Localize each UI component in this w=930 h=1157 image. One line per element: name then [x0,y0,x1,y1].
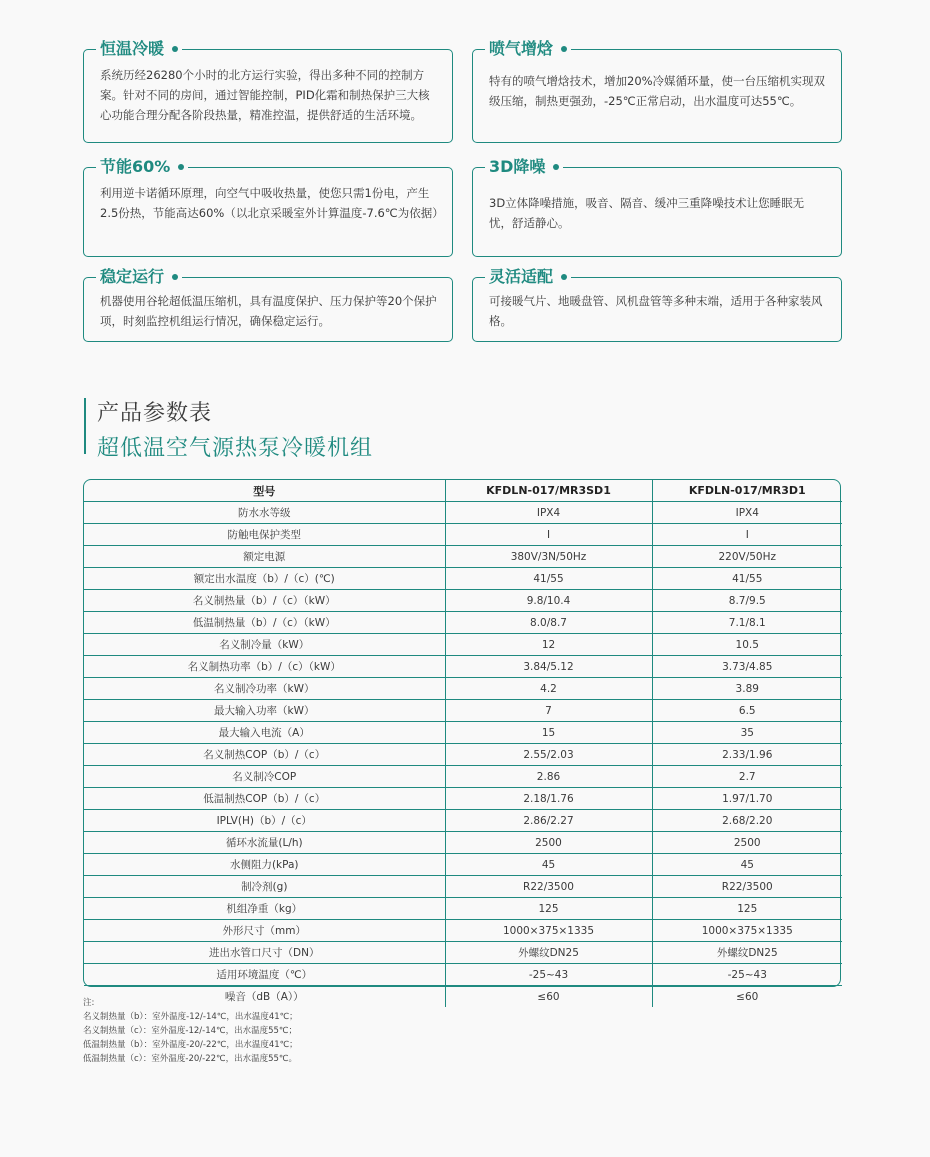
title-dot-icon [172,274,178,280]
spec-value-cell: 1.97/1.70 [652,788,842,810]
table-row [84,744,842,766]
spec-value-cell: R22/3500 [652,876,842,898]
spec-value-cell: 41/55 [652,568,842,590]
table-row [84,612,842,634]
spec-label-cell: 外形尺寸（mm） [84,920,445,942]
spec-value-cell: Ⅰ [652,524,842,546]
spec-value-cell: 3.89 [652,678,842,700]
spec-label-cell: 名义制冷COP [84,766,445,788]
column-header-model-a: KFDLN-017/MR3SD1 [445,480,652,502]
section-subtitle: 超低温空气源热泵冷暖机组 [97,436,374,461]
title-dot-icon [178,164,184,170]
spec-value-cell: 1000×375×1335 [652,920,842,942]
note-line: 低温制热量（b）：室外温度-20/-22℃，出水温度41℃； [83,1040,298,1050]
spec-value-cell: 10.5 [652,634,842,656]
spec-label-cell: 适用环境温度（℃） [84,964,445,986]
feature-description: 3D立体降噪措施，吸音、隔音、缓冲三重降噪技术让您睡眠无忧，舒适静心。 [489,196,805,230]
feature-card-flexible-fit [472,267,842,342]
table-row [84,788,842,810]
spec-value-cell: 8.0/8.7 [445,612,652,634]
title-dot-icon [172,46,178,52]
table-row [84,854,842,876]
spec-value-cell: IPX4 [445,502,652,524]
spec-value-cell: 2.33/1.96 [652,744,842,766]
spec-value-cell: R22/3500 [445,876,652,898]
note-line: 注: [83,998,95,1008]
spec-value-cell: 2500 [652,832,842,854]
feature-title: 稳定运行 [100,267,165,286]
spec-value-cell: Ⅰ [445,524,652,546]
note-line: 名义制热量（c）：室外温度-12/-14℃，出水温度55℃； [83,1026,297,1036]
spec-label-cell: 低温制热COP（b）/（c） [84,788,445,810]
feature-description: 可接暖气片、地暖盘管、风机盘管等多种末端，适用于各种家装风格。 [489,294,823,328]
note-line: 名义制热量（b）：室外温度-12/-14℃，出水温度41℃； [83,1012,298,1022]
spec-value-cell: -25~43 [445,964,652,986]
table-header-row [84,480,842,502]
title-dot-icon [561,46,567,52]
table-row [84,524,842,546]
spec-value-cell: 8.7/9.5 [652,590,842,612]
feature-card-3d-noise [472,157,842,257]
table-row [84,766,842,788]
table-row [84,920,842,942]
spec-value-cell: 3.84/5.12 [445,656,652,678]
feature-card-stable-operation [83,267,453,342]
spec-value-cell: 2.55/2.03 [445,744,652,766]
spec-value-cell: ≤60 [445,986,652,1008]
spec-label-cell: 额定电源 [84,546,445,568]
spec-value-cell: 380V/3N/50Hz [445,546,652,568]
table-row [84,898,842,920]
spec-label-cell: 名义制热COP（b）/（c） [84,744,445,766]
spec-value-cell: 7.1/8.1 [652,612,842,634]
spec-value-cell: 4.2 [445,678,652,700]
spec-table [83,479,841,1003]
feature-card-energy-saving [83,157,453,257]
table-row [84,810,842,832]
spec-label-cell: 最大输入功率（kW） [84,700,445,722]
table-row [84,678,842,700]
spec-value-cell: 2.18/1.76 [445,788,652,810]
spec-value-cell: 220V/50Hz [652,546,842,568]
spec-value-cell: 35 [652,722,842,744]
section-accent-bar [84,398,86,454]
table-row [84,502,842,524]
spec-label-cell: 额定出水温度（b）/（c）(℃) [84,568,445,590]
feature-description: 系统历经26280个小时的北方运行实验，得出多种不同的控制方案。针对不同的房间，通过智能控制，PID化霜和制热保护三大核心功能合理分配各阶段热量，精准控温，提供舒适的生活环境。 [100,68,430,122]
spec-value-cell: 2.68/2.20 [652,810,842,832]
spec-value-cell: 41/55 [445,568,652,590]
feature-card-vapor-injection [472,39,842,143]
table-row [84,590,842,612]
table-row [84,942,842,964]
note-line: 低温制热量（c）：室外温度-20/-22℃，出水温度55℃。 [83,1054,297,1064]
spec-value-cell: 45 [652,854,842,876]
spec-label-cell: 名义制冷量（kW） [84,634,445,656]
spec-value-cell: 12 [445,634,652,656]
title-dot-icon [553,164,559,170]
spec-value-cell: 9.8/10.4 [445,590,652,612]
table-row [84,568,842,590]
table-row [84,876,842,898]
feature-description: 机器使用谷轮超低温压缩机，具有温度保护、压力保护等20个保护项，时刻监控机组运行情况，确保稳定运行。 [100,294,437,328]
feature-title: 节能60% [100,157,171,176]
title-dot-icon [561,274,567,280]
table-row [84,832,842,854]
spec-label-cell: 名义制冷功率（kW） [84,678,445,700]
spec-label-cell: 水侧阻力(kPa) [84,854,445,876]
spec-value-cell: 2500 [445,832,652,854]
spec-value-cell: 3.73/4.85 [652,656,842,678]
spec-value-cell: -25~43 [652,964,842,986]
spec-value-cell: 45 [445,854,652,876]
feature-description: 利用逆卡诺循环原理，向空气中吸收热量，使您只需1份电，产生2.5份热，节能高达60%（以北京采暖室外计算温度-7.6℃为依据） [100,186,444,220]
feature-title: 3D降噪 [489,157,546,176]
spec-value-cell: ≤60 [736,990,759,1003]
table-row [84,964,842,986]
table-row [84,722,842,744]
column-header-model: 型号 [84,480,445,502]
spec-label-cell: 制冷剂(g) [84,876,445,898]
spec-value-cell: 2.86 [445,766,652,788]
spec-label-cell: 噪音（dB（A）） [84,986,445,1008]
feature-title: 喷气增焓 [489,39,554,58]
spec-label-cell: 循环水流量(L/h) [84,832,445,854]
spec-label-cell: 防触电保护类型 [84,524,445,546]
feature-description: 特有的喷气增焓技术，增加20%冷媒循环量，使一台压缩机实现双级压缩，制热更强劲，-25℃正常启动，出水温度可达55℃。 [489,74,826,108]
spec-value-cell: 外螺纹DN25 [652,942,842,964]
spec-value-cell: 7 [445,700,652,722]
table-row [84,546,842,568]
table-row [84,634,842,656]
spec-value-cell: 6.5 [652,700,842,722]
spec-value-cell: 2.86/2.27 [445,810,652,832]
spec-label-cell: IPLV(H)（b）/（c） [84,810,445,832]
feature-title: 灵活适配 [489,267,554,286]
spec-value-cell: 125 [445,898,652,920]
spec-value-cell: 125 [652,898,842,920]
spec-label-cell: 机组净重（kg） [84,898,445,920]
feature-card-constant-temp [83,39,453,143]
spec-label-cell: 名义制热功率（b）/（c）（kW） [84,656,445,678]
table-row [84,656,842,678]
spec-label-cell: 低温制热量（b）/（c）（kW） [84,612,445,634]
spec-value-cell: IPX4 [652,502,842,524]
table-row [84,700,842,722]
spec-label-cell: 防水水等级 [84,502,445,524]
column-header-model-b: KFDLN-017/MR3D1 [652,480,842,502]
spec-label-cell: 名义制热量（b）/（c）（kW） [84,590,445,612]
feature-title: 恒温冷暖 [100,39,165,58]
section-title: 产品参数表 [97,401,213,426]
footnotes [83,996,298,1066]
spec-value-cell: 1000×375×1335 [445,920,652,942]
spec-value-cell: 15 [445,722,652,744]
spec-value-cell: 2.7 [652,766,842,788]
spec-label-cell: 进出水管口尺寸（DN） [84,942,445,964]
spec-label-cell: 最大输入电流（A） [84,722,445,744]
spec-value-cell: 外螺纹DN25 [445,942,652,964]
